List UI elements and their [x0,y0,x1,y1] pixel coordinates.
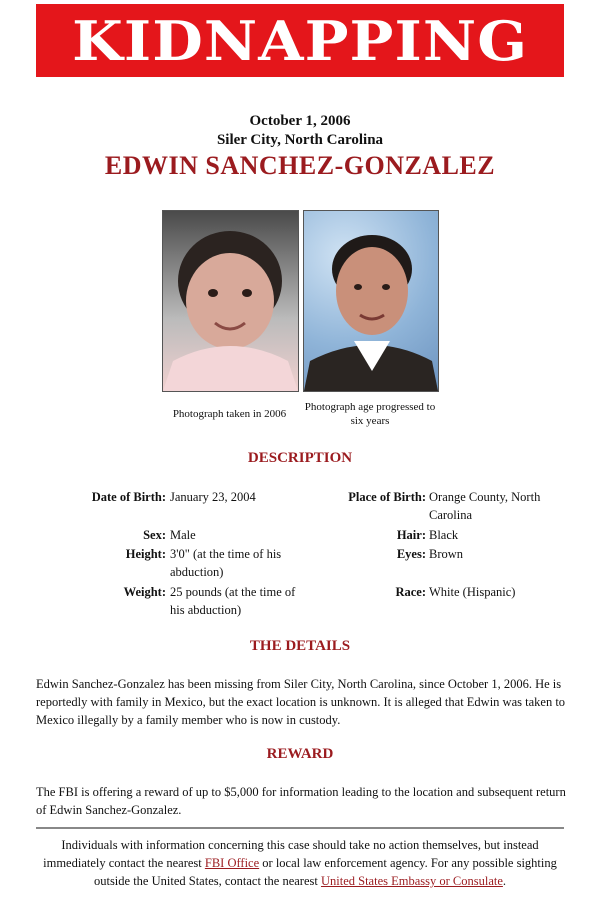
incident-date: October 1, 2006 [249,113,351,129]
height-label: Height: [125,547,166,561]
footer-text-3: . [502,874,507,888]
reward-paragraph: The FBI is offering a reward of up to $5,000 for information leading to the location and subsequent return of Edwin Sanchez-Gonzalez. [36,785,566,817]
photo-caption-age-progressed: Photograph age progressed to six years [304,401,436,427]
incident-location: Siler City, North Carolina [216,132,384,148]
weight-label: Weight: [123,585,166,599]
contact-instructions [36,836,564,890]
height-value: 3'0" (at the time of his abduction) [170,547,282,579]
pob-value: Orange County, North Carolina [429,490,541,522]
footer-text-2: or local law enforcement agency. For any possible sighting outside the United States, contact the nearest [93,856,557,888]
banner-title: KIDNAPPING [71,8,528,73]
eyes-value: Brown [429,547,464,561]
sex-value: Male [170,528,196,542]
weight-value: 25 pounds (at the time of his abduction) [170,585,296,617]
embassy-consulate-link[interactable]: United States Embassy or Consulate [320,874,503,888]
footer-divider [36,827,564,829]
details-heading: THE DETAILS [249,638,351,654]
reward-heading: REWARD [266,746,334,762]
photo-age-progressed [303,210,439,392]
details-paragraph: Edwin Sanchez-Gonzalez has been missing from Siler City, North Carolina, since October 1, 2006. He is reportedly with family in Mexico, but the exact location is unknown. It is alleged that Edwin was taken to Mexico illegally by a family member who is now in custody. [36,677,566,727]
hair-label: Hair: [396,528,426,542]
sex-label: Sex: [143,528,166,542]
race-label: Race: [395,585,426,599]
hair-value: Black [429,528,459,542]
kidnapping-banner [36,4,564,77]
photo-caption-2006: Photograph taken in 2006 [172,408,287,420]
dob-label: Date of Birth: [91,490,166,504]
footer-text-1: Individuals with information concerning this case should take no action themselves, but instead immediately contact the nearest [43,838,539,870]
missing-person-name: EDWIN SANCHEZ-GONZALEZ [104,151,496,180]
race-value: White (Hispanic) [429,585,516,599]
pob-label: Place of Birth: [348,490,426,504]
photo-2006 [162,210,299,392]
eyes-label: Eyes: [396,547,426,561]
fbi-office-link[interactable]: FBI Office [204,856,260,870]
dob-value: January 23, 2004 [170,490,256,504]
description-heading: DESCRIPTION [247,450,353,466]
